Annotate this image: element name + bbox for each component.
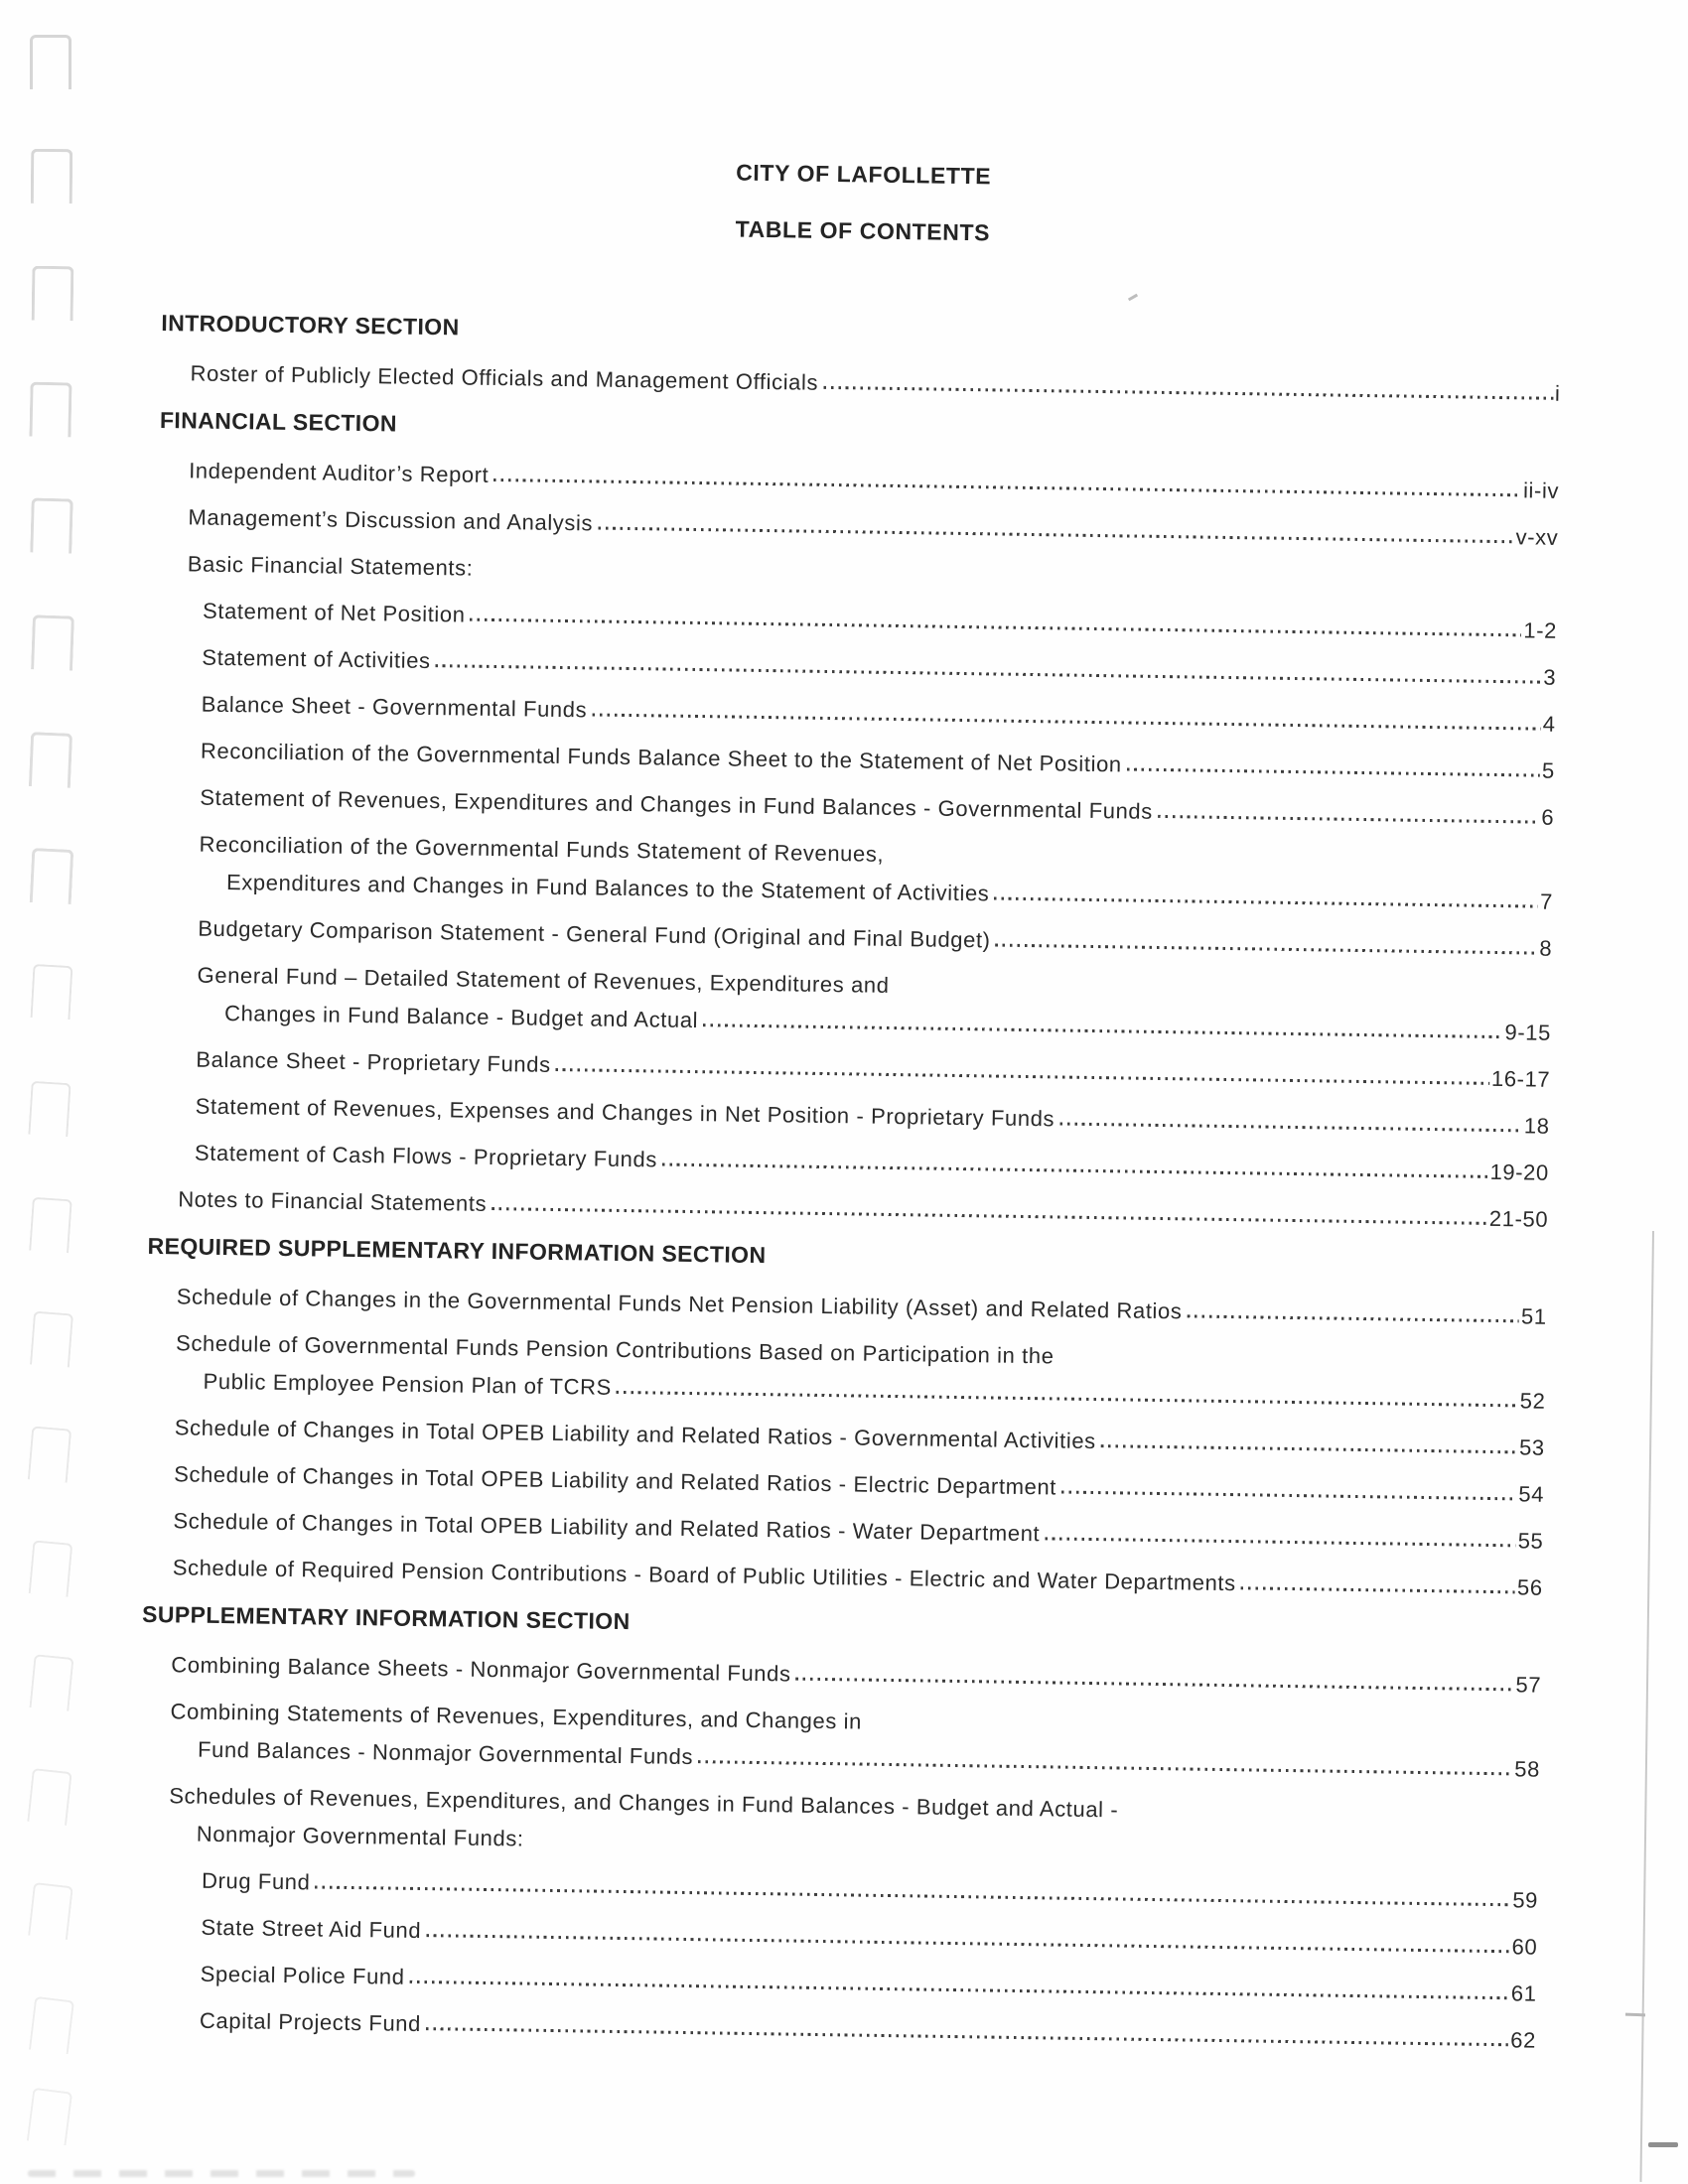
toc-entry-text: Reconciliation of the Governmental Funds Statement of Revenues, — [199, 831, 885, 867]
page-number: 62 — [1510, 2027, 1537, 2053]
page-number: 1-2 — [1523, 617, 1558, 643]
dotted-leader — [1187, 1314, 1519, 1322]
dotted-leader — [795, 1678, 1513, 1692]
toc-entry — [139, 1777, 1540, 1873]
toc-entry-row — [200, 2002, 1536, 2060]
page-number: 54 — [1518, 1481, 1545, 1507]
dotted-leader — [703, 1024, 1502, 1038]
toc-entry-text: Capital Projects Fund — [199, 2007, 422, 2037]
toc-entry-text: Roster of Publicly Elected Officials and Management Officials — [190, 360, 819, 395]
toc-section — [143, 1227, 1548, 1607]
toc-entry-text: Schedule of Changes in Total OPEB Liability and Related Ratios - Water Department — [173, 1508, 1041, 1547]
toc-entry-text: Schedule of Governmental Funds Pension Contributions Based on Participation in the — [175, 1330, 1055, 1369]
scan-artifact-dash — [1625, 2013, 1645, 2017]
binding-mark — [29, 732, 72, 788]
toc-entry-text: Reconciliation of the Governmental Funds Balance Sheet to the Statement of Net Position — [200, 738, 1122, 777]
toc-section — [148, 401, 1560, 1239]
page-number: 56 — [1516, 1574, 1543, 1600]
binding-mark — [30, 848, 74, 904]
page-number: 59 — [1512, 1887, 1539, 1913]
page-edge-scan-line — [1639, 1231, 1654, 2182]
dotted-leader — [426, 1934, 1510, 1953]
toc-entry-text: Public Employee Pension Plan of TCRS — [203, 1368, 613, 1400]
dotted-leader — [556, 1068, 1489, 1085]
toc-entry-text: Schedule of Changes in the Governmental Funds Net Pension Liability (Asset) and Related Ratios — [176, 1284, 1183, 1324]
page-number: 8 — [1539, 935, 1553, 961]
toc-entry-text: Schedule of Required Pension Contributions - Board of Public Utilities - Electric and Water Departments — [172, 1555, 1236, 1596]
toc-entry-text: Statement of Net Position — [202, 598, 466, 627]
dotted-leader — [994, 896, 1538, 907]
page-number: 4 — [1542, 711, 1556, 737]
dotted-leader — [823, 386, 1553, 400]
page-number: 51 — [1520, 1303, 1547, 1329]
toc-section — [160, 304, 1561, 413]
page-number: 9-15 — [1504, 1020, 1552, 1045]
toc-entry-text: Statement of Revenues, Expenses and Changes in Net Position - Proprietary Funds — [195, 1093, 1055, 1132]
toc-entry-text: Budgetary Comparison Statement - General Fund (Original and Final Budget) — [198, 915, 991, 953]
page-number: ii-iv — [1522, 478, 1560, 503]
toc-entry-text: Drug Fund — [201, 1867, 311, 1895]
toc-entry-text: Combining Statements of Revenues, Expenditures, and Changes in — [170, 1699, 863, 1734]
dotted-leader — [1127, 767, 1540, 776]
dotted-leader — [662, 1163, 1488, 1178]
page-number: 16-17 — [1490, 1065, 1551, 1092]
section-heading: INTRODUCTORY SECTION — [161, 309, 460, 341]
binding-mark — [28, 1081, 70, 1137]
page-number: 58 — [1514, 1756, 1541, 1782]
toc-entry — [151, 956, 1552, 1052]
dotted-leader — [698, 1760, 1512, 1775]
dotted-leader — [492, 1207, 1487, 1225]
dotted-leader — [995, 944, 1537, 955]
page-number: i — [1554, 380, 1561, 406]
toc-entry-text: Statement of Cash Flows - Proprietary Funds — [194, 1140, 658, 1172]
page-number: 7 — [1539, 888, 1554, 914]
binding-mark — [29, 1996, 74, 2054]
scan-artifact-smudge — [28, 2170, 415, 2177]
binding-mark — [29, 1654, 73, 1711]
page-number: 19-20 — [1489, 1159, 1550, 1185]
binding-mark — [31, 964, 73, 1020]
toc-entry-text: State Street Aid Fund — [201, 1914, 422, 1944]
binding-mark — [30, 35, 71, 89]
binding-mark — [32, 266, 74, 322]
dotted-leader — [470, 618, 1521, 637]
toc-entry-text: Notes to Financial Statements — [178, 1186, 488, 1216]
toc-entry-text: Schedule of Changes in Total OPEB Liability and Related Ratios - Electric Department — [174, 1461, 1057, 1500]
document-subtitle: TABLE OF CONTENTS — [735, 215, 991, 246]
toc-entry-text: Balance Sheet - Proprietary Funds — [196, 1046, 551, 1077]
toc-section — [136, 1595, 1542, 2060]
toc-entry — [140, 1693, 1541, 1789]
toc-entry — [145, 1324, 1546, 1421]
binding-mark — [30, 497, 73, 553]
dotted-leader — [1059, 1122, 1522, 1132]
binding-mark — [27, 1768, 71, 1826]
toc-entry — [136, 2001, 1536, 2060]
binding-mark — [27, 2088, 72, 2146]
page-number: 53 — [1518, 1434, 1545, 1460]
section-heading: SUPPLEMENTARY INFORMATION SECTION — [141, 1600, 631, 1635]
toc-entry-text: Management’s Discussion and Analysis — [188, 504, 594, 536]
page-number: 21-50 — [1488, 1205, 1549, 1232]
toc-entry-text: Combining Balance Sheets - Nonmajor Governmental Funds — [171, 1652, 791, 1687]
page-number: 52 — [1519, 1388, 1546, 1414]
binding-mark — [29, 1540, 73, 1596]
dotted-leader — [1061, 1491, 1516, 1501]
toc-entry-text: Basic Financial Statements: — [187, 551, 474, 581]
page-number: 18 — [1523, 1113, 1550, 1139]
toc-entry-text: Schedules of Revenues, Expenditures, and Changes in Fund Balances - Budget and Actual - — [169, 1783, 1119, 1823]
dotted-leader — [1045, 1537, 1515, 1547]
page-number: 6 — [1541, 804, 1555, 830]
toc-entry-text: Expenditures and Changes in Fund Balances to the Statement of Activities — [225, 870, 990, 906]
toc-entry-text: Changes in Fund Balance - Budget and Actual — [223, 1001, 699, 1033]
binding-mark — [28, 1882, 73, 1940]
toc-entry-text: Nonmajor Governmental Funds: — [196, 1821, 524, 1851]
dotted-leader — [1241, 1586, 1515, 1593]
dotted-leader — [436, 664, 1542, 684]
toc-content — [136, 149, 1564, 2069]
toc-sections — [136, 304, 1562, 2060]
binding-mark — [30, 1311, 73, 1368]
page-number: 61 — [1510, 1980, 1537, 2006]
page-number: 57 — [1515, 1672, 1542, 1698]
binding-mark — [31, 614, 74, 670]
dotted-leader — [598, 527, 1514, 544]
toc-entry-text: Fund Balances - Nonmajor Governmental Funds — [197, 1736, 694, 1770]
toc-entry-text: Schedule of Changes in Total OPEB Liability and Related Ratios - Governmental Activities — [174, 1415, 1096, 1454]
toc-entry-text: Balance Sheet - Governmental Funds — [201, 691, 588, 723]
document-title: CITY OF LAFOLLETTE — [736, 159, 992, 190]
toc-entry-text: Independent Auditor’s Report — [189, 458, 490, 487]
section-heading: REQUIRED SUPPLEMENTARY INFORMATION SECTION — [147, 1232, 767, 1269]
binding-mark — [28, 1426, 71, 1482]
page-number: 5 — [1541, 757, 1556, 783]
dotted-leader — [1158, 815, 1540, 824]
binding-mark — [31, 149, 72, 204]
binding-mark — [29, 1197, 72, 1254]
scan-artifact-dash — [1648, 2142, 1678, 2147]
toc-entry-text: General Fund – Detailed Statement of Revenues, Expenditures and — [197, 962, 890, 998]
dotted-leader — [426, 2027, 1508, 2046]
toc-entry — [153, 825, 1554, 921]
dotted-leader — [592, 713, 1541, 730]
page-number: v-xv — [1515, 524, 1559, 550]
dotted-leader — [493, 478, 1521, 496]
dotted-leader — [617, 1391, 1518, 1407]
page-number: 55 — [1517, 1528, 1544, 1554]
section-heading: FINANCIAL SECTION — [159, 406, 398, 437]
toc-entry-text: Special Police Fund — [200, 1961, 405, 1989]
binding-mark — [29, 382, 71, 438]
page-number: 3 — [1543, 664, 1557, 690]
toc-entry-text: Statement of Revenues, Expenditures and Changes in Fund Balances - Governmental Funds — [200, 784, 1154, 824]
dotted-leader — [1101, 1444, 1517, 1453]
toc-entry-text: Statement of Activities — [202, 644, 431, 674]
page-number: 60 — [1511, 1934, 1538, 1960]
dotted-leader — [409, 1980, 1508, 1999]
dotted-leader — [315, 1885, 1510, 1906]
